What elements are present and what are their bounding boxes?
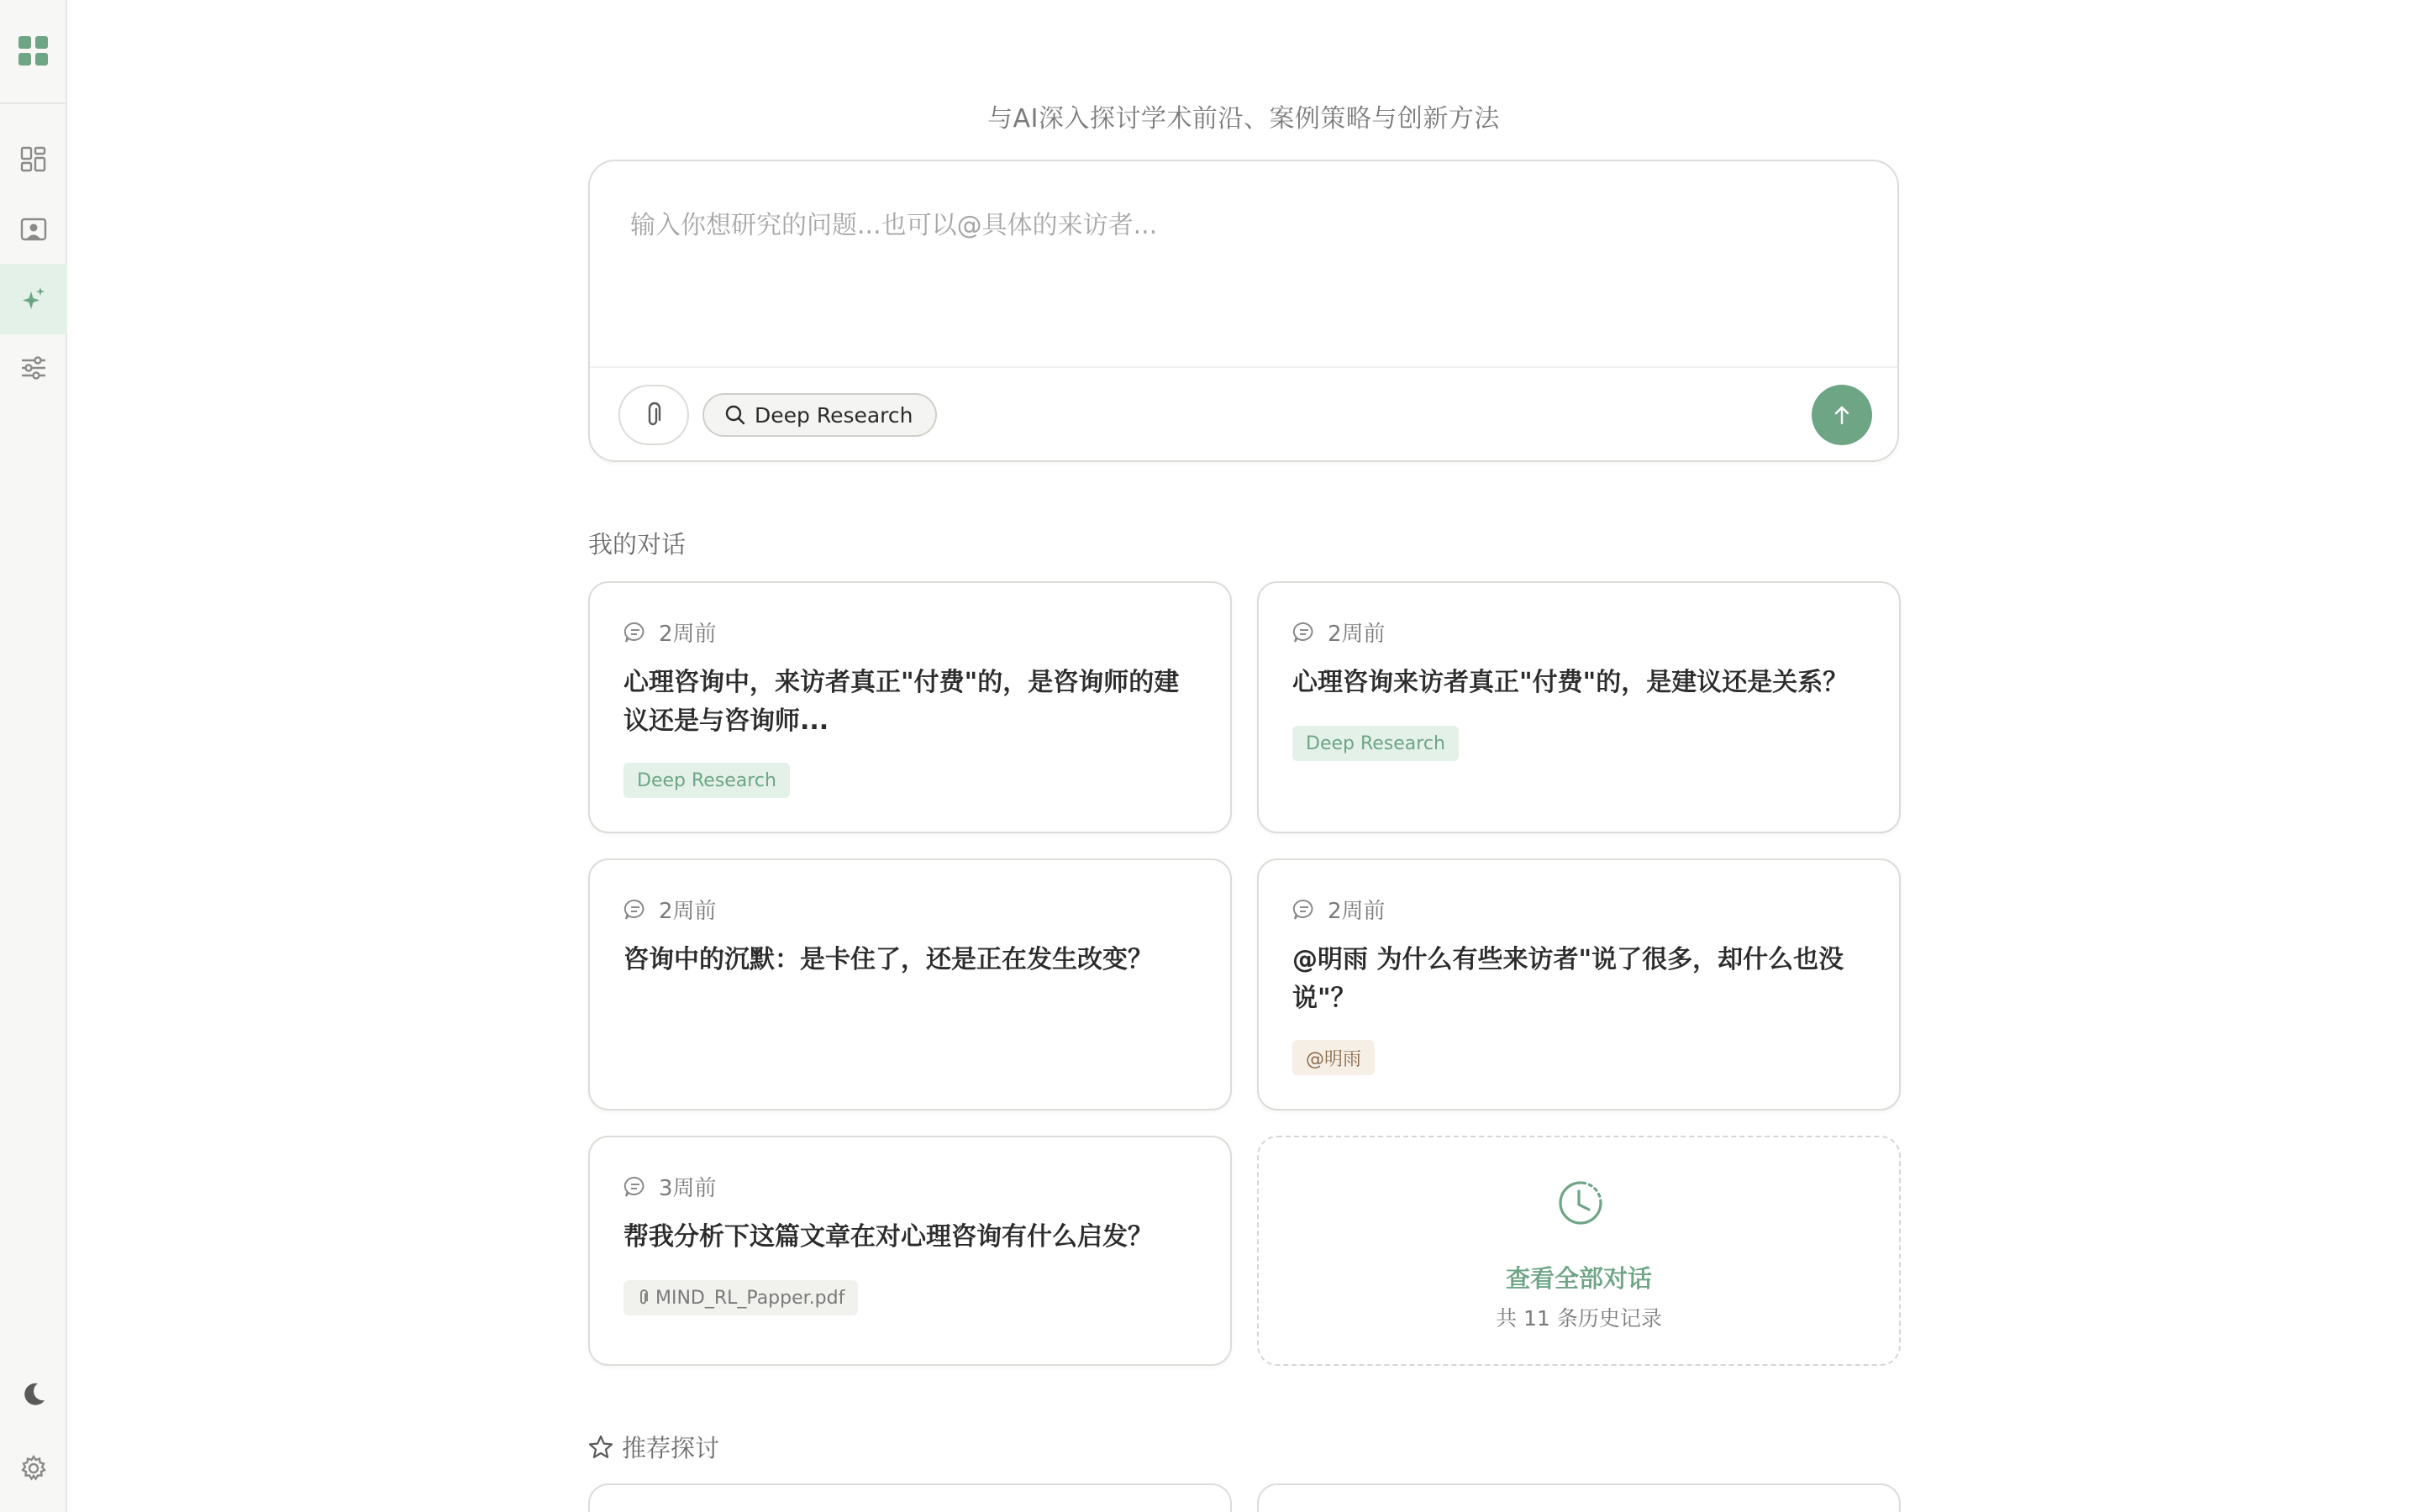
search-icon	[724, 404, 746, 426]
paperclip-icon	[637, 1289, 650, 1306]
research-composer	[588, 160, 1899, 462]
chat-bubble-icon	[623, 898, 647, 921]
card-time: 3周前	[659, 1176, 717, 1201]
conversation-card[interactable]	[1257, 581, 1901, 833]
card-title: 心理咨询中，来访者真正"付费"的，是咨询师的建议还是与咨询师...	[623, 668, 1180, 736]
conversation-card[interactable]	[588, 581, 1232, 833]
client-mention-tag: @明雨	[1292, 1040, 1375, 1075]
sidebar-item-ai-research[interactable]	[0, 264, 67, 334]
dashboard-icon	[19, 145, 48, 174]
deep-research-toggle[interactable]	[702, 393, 937, 437]
app-logo[interactable]	[0, 0, 67, 104]
research-question-input[interactable]	[630, 200, 1807, 250]
attachment-filename: MIND_RL_Papper.pdf	[655, 1287, 845, 1309]
arrow-up-icon	[1830, 403, 1854, 427]
grid-logo-icon	[18, 36, 49, 66]
chat-bubble-icon	[623, 621, 647, 644]
sidebar-item-clients[interactable]	[0, 195, 67, 265]
card-meta	[1292, 617, 1386, 648]
my-conversations-heading	[588, 526, 686, 560]
card-meta	[623, 894, 717, 925]
star-icon	[588, 1435, 613, 1460]
card-time: 2周前	[659, 899, 717, 924]
chat-bubble-icon	[1292, 898, 1316, 921]
card-meta	[1292, 894, 1386, 925]
card-meta	[623, 617, 717, 648]
sidebar	[0, 0, 67, 1512]
card-title: 帮我分析下这篇文章在对心理咨询有什么启发？	[623, 1222, 1153, 1252]
chat-bubble-icon	[623, 1175, 647, 1199]
my-conversations-title: 我的对话	[588, 530, 687, 559]
conversation-card[interactable]	[1257, 858, 1901, 1110]
profile-card-icon	[19, 216, 48, 244]
card-meta	[623, 1171, 717, 1202]
card-tag: Deep Research	[623, 763, 790, 798]
recommended-title: 推荐探讨	[622, 1434, 720, 1462]
sidebar-item-settings-filters[interactable]	[0, 333, 67, 403]
conversation-card[interactable]	[588, 1136, 1232, 1366]
conversation-card[interactable]	[588, 858, 1232, 1110]
theme-toggle-button[interactable]	[0, 1359, 67, 1430]
sparkle-icon	[19, 285, 48, 313]
card-title: 咨询中的沉默：是卡住了，还是正在发生改变？	[623, 945, 1153, 974]
attachment-tag	[623, 1280, 858, 1315]
settings-button[interactable]	[0, 1433, 67, 1504]
composer-divider	[590, 366, 1897, 368]
moon-icon	[19, 1380, 48, 1409]
attach-file-button[interactable]	[618, 385, 689, 445]
card-tag: Deep Research	[1292, 726, 1459, 761]
send-button[interactable]	[1812, 385, 1872, 445]
recommended-card[interactable]	[1257, 1483, 1901, 1512]
sidebar-item-dashboard[interactable]	[0, 124, 67, 195]
sliders-icon	[19, 354, 48, 382]
recommended-card[interactable]	[588, 1483, 1232, 1512]
card-time: 2周前	[1328, 899, 1386, 924]
card-time: 2周前	[1328, 622, 1386, 647]
deep-research-label: Deep Research	[755, 402, 913, 428]
chat-bubble-icon	[1292, 621, 1316, 644]
history-clock-icon	[1557, 1179, 1604, 1226]
recommended-heading	[588, 1430, 719, 1464]
card-title: @明雨 为什么有些来访者"说了很多，却什么也没说"？	[1292, 945, 1844, 1013]
view-all-conversations-card[interactable]	[1257, 1136, 1901, 1366]
page-subtitle: 与AI深入探讨学术前沿、案例策略与创新方法	[987, 104, 1500, 134]
card-title: 心理咨询来访者真正"付费"的，是建议还是关系？	[1292, 668, 1849, 697]
card-time: 2周前	[659, 622, 717, 647]
gear-icon	[19, 1454, 48, 1483]
view-all-title: 查看全部对话	[1505, 1264, 1652, 1293]
paperclip-icon	[642, 402, 666, 428]
history-count: 共 11 条历史记录	[1496, 1306, 1662, 1331]
